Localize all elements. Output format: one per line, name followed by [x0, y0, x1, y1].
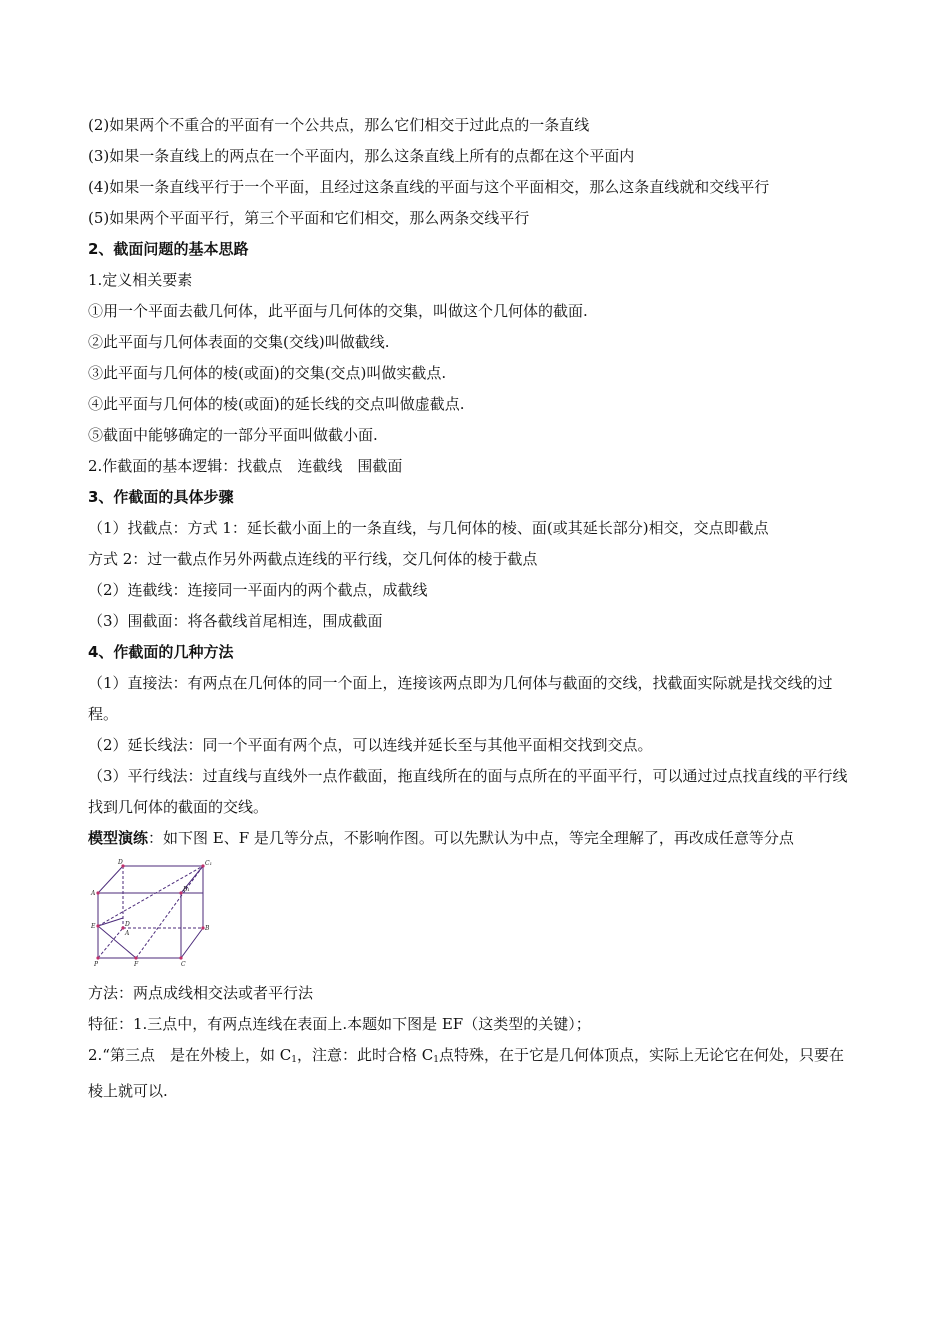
third-point-text-3: 点特殊，在于它是几何体顶点，实际上无论它在何处，只要在棱上就可以.: [88, 1046, 844, 1100]
subheading: 1.定义相关要素: [88, 271, 193, 289]
point-f: [134, 956, 137, 959]
step-item: 方式 2：过一截点作另外两截点连线的平行线，交几何体的棱于截点: [88, 550, 538, 568]
cube-edges: [98, 866, 203, 958]
definition-item: ⑤截面中能够确定的一部分平面叫做截小面.: [88, 426, 378, 444]
section-hidden: [98, 866, 203, 926]
method-text: 方法：两点成线相交法或者平行法: [88, 984, 314, 1002]
edge-solid: [98, 866, 123, 893]
step-item: （1）找截点：方式 1：延长截小面上的一条直线，与几何体的棱、面(或其延长部分)相交，交点即截点: [88, 519, 769, 537]
section-heading: 4、作截面的几种方法: [88, 643, 234, 661]
third-point-text-1: 2.“第三点 是在外棱上，如 C: [88, 1046, 292, 1064]
subscript: 1: [433, 1055, 439, 1065]
point-p: [96, 956, 99, 959]
model-paragraph: [88, 823, 858, 854]
label-b1: B₁: [183, 886, 190, 893]
logic-line: 2.作截面的基本逻辑：找截点 连截线 围截面: [88, 457, 403, 475]
list-item: (5)如果两个平面平行，第三个平面和它们相交，那么两条交线平行: [88, 209, 530, 227]
model-label: 模型演练: [88, 829, 149, 847]
edge-hidden: [98, 928, 123, 958]
point-c: [179, 956, 182, 959]
label-c: C: [181, 961, 186, 968]
label-a: A: [125, 930, 130, 937]
section-edge: [98, 918, 123, 926]
list-item: (3)如果一条直线上的两点在一个平面内，那么这条直线上所有的点都在这个平面内: [88, 147, 635, 165]
section-hidden: [136, 866, 203, 958]
cube-points: [96, 864, 204, 959]
section-heading: 3、作截面的具体步骤: [88, 488, 234, 506]
feature-text: 特征：1.三点中，有两点连线在表面上.本题如下图是 EF（这类型的关键）；: [88, 1015, 591, 1033]
method-item: （3）平行线法：过直线与直线外一点作截面，拖直线所在的面与点所在的平面平行，可以通过过点找直线的平行线找到几何体的截面的交线。: [88, 767, 848, 816]
model-text: ：如下图 E、F 是几等分点，不影响作图。可以先默认为中点，等完全理解了，再改成任意等分点: [148, 829, 794, 847]
definition-item: ②此平面与几何体表面的交集(交线)叫做截线.: [88, 333, 390, 351]
section-edge: [98, 926, 136, 958]
section-heading: 2、截面问题的基本思路: [88, 240, 249, 258]
list-item: (2)如果两个不重合的平面有一个公共点，那么它们相交于过此点的一条直线: [88, 116, 590, 134]
method-item: （2）延长线法：同一个平面有两个点，可以连线并延长至与其他平面相交找到交点。: [88, 736, 653, 754]
third-point-paragraph: [88, 1040, 858, 1107]
definition-item: ①用一个平面去截几何体，此平面与几何体的交集，叫做这个几何体的截面.: [88, 302, 588, 320]
label-d1: D: [118, 859, 123, 866]
label-p: P: [94, 961, 99, 968]
method-item: （1）直接法：有两点在几何体的同一个面上，连接该两点即为几何体与截面的交线，找截面实际就是找交线的过程。: [88, 674, 833, 723]
definition-item: ④此平面与几何体的棱(或面)的延长线的交点叫做虚截点.: [88, 395, 465, 413]
label-f: F: [134, 961, 139, 968]
label-c1: C₁: [205, 860, 212, 867]
label-b: B: [205, 925, 210, 932]
document-page: [88, 110, 858, 1107]
label-a1: A: [91, 890, 96, 897]
edge-solid: [181, 928, 203, 958]
third-point-text-2: ，注意：此时合格 C: [296, 1046, 434, 1064]
list-item: (4)如果一条直线平行于一个平面，且经过这条直线的平面与这个平面相交，那么这条直线就和交线平行: [88, 178, 770, 196]
step-item: （2）连截线：连接同一平面内的两个截点，成截线: [88, 581, 428, 599]
step-item: （3）围截面：将各截线首尾相连，围成截面: [88, 612, 383, 630]
label-e: E: [91, 923, 96, 930]
cube-figure: [88, 858, 218, 968]
label-d: D: [125, 921, 130, 928]
point-a1: [96, 891, 99, 894]
definition-item: ③此平面与几何体的棱(或面)的交集(交点)叫做实截点.: [88, 364, 447, 382]
subscript: 1: [291, 1055, 297, 1065]
point-e: [96, 924, 99, 927]
